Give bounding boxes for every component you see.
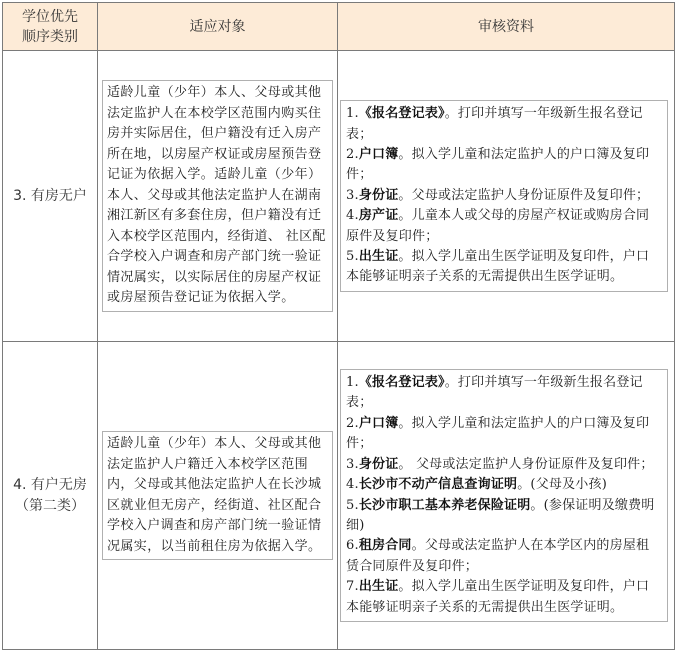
table-header-row <box>3 3 675 51</box>
document-title: 身份证 <box>358 187 399 203</box>
header-priority-category <box>3 3 98 51</box>
document-number: 1. <box>346 375 359 391</box>
document-text: 。(参保证明及缴费明细) <box>346 497 655 533</box>
document-title: 《报名登记表》 <box>358 375 445 391</box>
document-number: 7. <box>346 579 359 595</box>
document-item <box>346 145 662 186</box>
document-item <box>346 414 662 455</box>
document-number: 6. <box>346 538 359 554</box>
target-description: 适龄儿童（少年）本人、父母或其他法定监护人户籍迁入本校学区范围内，父母或其他法定监护人在长沙城区就业但无房产，经街道、社区配合学校入户调查和房产部门统一验证情况属实，以当前租住房为依据入学。 <box>102 431 333 560</box>
row-target-cell <box>98 342 338 650</box>
document-item <box>346 247 662 288</box>
document-number: 5. <box>346 497 359 513</box>
document-text: 。 父母或法定监护人身份证原件及复印件； <box>398 456 654 472</box>
document-item <box>346 536 662 577</box>
row-target-cell <box>98 51 338 342</box>
document-title: 出生证 <box>358 249 399 265</box>
category-line: 4. 有户无房 <box>13 476 87 493</box>
enrollment-table <box>2 2 675 650</box>
row-documents-cell <box>338 51 675 342</box>
document-text: 。拟入学儿童和法定监护人的户口簿及复印件； <box>346 415 650 452</box>
document-number: 4. <box>346 477 359 493</box>
document-title: 房产证 <box>358 208 399 224</box>
header-priority-line-2: 顺序类别 <box>22 28 78 45</box>
document-item <box>346 206 662 247</box>
document-text: 。拟入学儿童出生医学证明及复印件，户口本能够证明亲子关系的无需提供出生医学证明。 <box>346 579 650 615</box>
document-text: 。拟入学儿童出生医学证明及复印件，户口本能够证明亲子关系的无需提供出生医学证明。 <box>346 249 650 285</box>
document-title: 户口簿 <box>358 415 399 431</box>
document-title: 户口簿 <box>358 146 399 162</box>
row-category <box>3 51 98 342</box>
documents-list <box>340 100 668 292</box>
document-number: 3. <box>346 456 359 472</box>
document-text: 。拟入学儿童和法定监护人的户口簿及复印件； <box>346 146 650 183</box>
document-number: 2. <box>346 415 359 431</box>
target-description: 适龄儿童（少年）本人、父母或其他法定监护人在本校学区范围内购买住房并实际居住，但户籍没有迁入房产所在地，以房屋产权证或房屋预告登记证为依据入学。适龄儿童（少年）本人、父母或其他法定监护人在湖南湘江新区有多套住房，但户籍没有迁入本校学区范围内，经街道、 社区配合学校入户调查和房产部门统一验证情况属实，以实际居住的房屋产权证或房屋预告登记证为依据入学。 <box>102 80 333 312</box>
document-number: 3. <box>346 187 359 203</box>
document-item <box>346 496 662 537</box>
header-target: 适应对象 <box>98 3 338 51</box>
document-number: 1. <box>346 106 359 122</box>
document-text: 。父母或法定监护人身份证原件及复印件； <box>398 187 650 203</box>
document-title: 长沙市不动产信息查询证明 <box>358 477 518 493</box>
row-documents-cell <box>338 342 675 650</box>
document-item <box>346 186 662 206</box>
document-text: 。打印并填写一年级新生报名登记表； <box>346 106 643 142</box>
document-title: 长沙市职工基本养老保险证明 <box>358 497 531 513</box>
document-item <box>346 104 662 145</box>
row-category <box>3 342 98 650</box>
document-item <box>346 475 662 495</box>
category-line: （第二类） <box>15 497 85 514</box>
header-priority-line-1: 学位优先 <box>22 8 78 25</box>
document-number: 5. <box>346 249 359 265</box>
document-title: 身份证 <box>358 456 399 472</box>
document-item <box>346 373 662 414</box>
document-number: 4. <box>346 208 359 224</box>
documents-list <box>340 369 668 622</box>
document-title: 《报名登记表》 <box>358 106 445 122</box>
document-title: 租房合同 <box>358 538 412 554</box>
table-row <box>3 51 675 342</box>
document-item <box>346 577 662 618</box>
document-title: 出生证 <box>358 579 399 595</box>
table-row <box>3 342 675 650</box>
document-item <box>346 455 662 475</box>
document-number: 2. <box>346 146 359 162</box>
header-documents: 审核资料 <box>338 3 675 51</box>
document-text: 。儿童本人或父母的房屋产权证或购房合同原件及复印件； <box>346 208 650 244</box>
document-text: 。(父母及小孩) <box>517 477 607 493</box>
category-line: 3. 有房无户 <box>13 187 87 204</box>
document-text: 。父母或法定监护人在本学区内的房屋租赁合同原件及复印件； <box>346 538 650 574</box>
document-text: 。打印并填写一年级新生报名登记表； <box>346 375 643 411</box>
